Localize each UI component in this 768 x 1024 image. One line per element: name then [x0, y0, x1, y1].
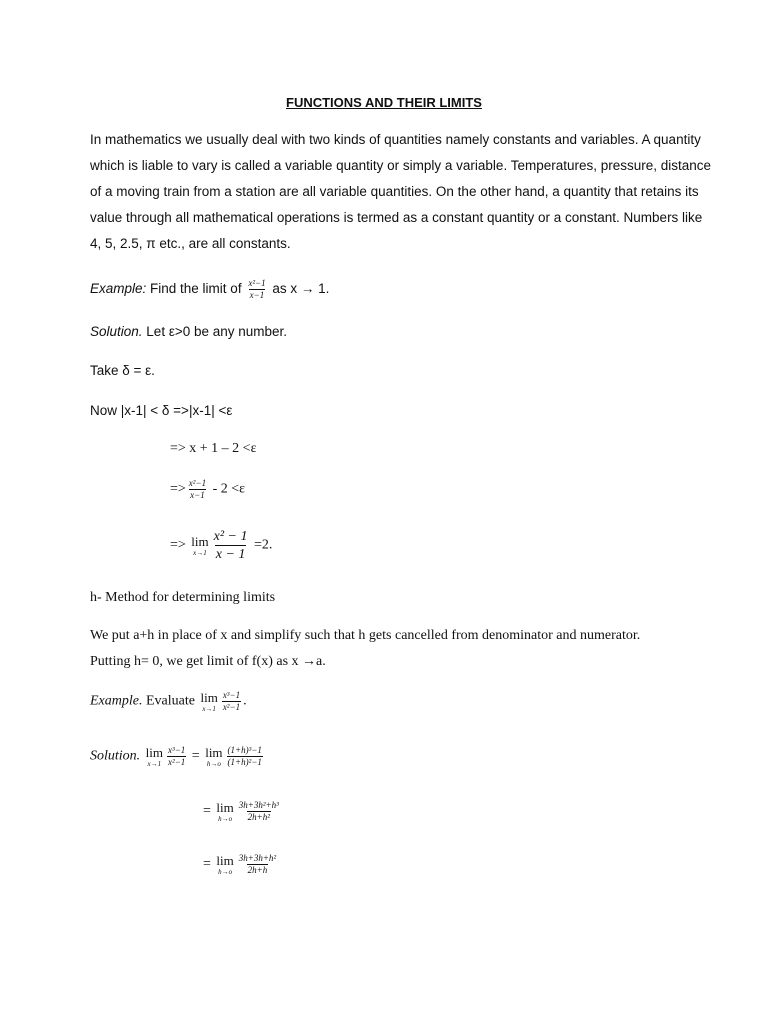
solution-rhs-fraction	[227, 745, 263, 768]
fraction-numerator: (1+h)³−1	[227, 745, 262, 755]
limit-subscript: h→o	[206, 759, 221, 768]
step-prefix: =>	[170, 537, 190, 553]
fraction-numerator: 3h+3h²+h³	[238, 800, 279, 810]
fraction-denominator: 2h+h²	[247, 812, 270, 822]
step-prefix: =>	[170, 481, 186, 497]
solution-1	[90, 324, 287, 339]
example-1	[90, 278, 329, 301]
limit-subscript: h→o	[218, 867, 233, 876]
fraction-denominator: x²−1	[222, 702, 241, 712]
step-2-fraction	[188, 478, 207, 501]
solution-text: Let ε>0 be any number.	[142, 324, 288, 339]
intro-line: value through all mathematical operations is termed as a constant quantity or a constant. Numbers like	[90, 210, 703, 225]
limit-operator	[216, 801, 233, 823]
fraction-numerator: x² − 1	[213, 529, 248, 544]
example-label: Example.	[90, 693, 143, 709]
solution-label: Solution.	[90, 748, 141, 764]
fraction-numerator: x³−1	[222, 690, 241, 700]
h-method-line: We put a+h in place of x and simplify such that h gets cancelled from denominator and numerator.	[90, 628, 641, 643]
fraction-denominator: x−1	[249, 290, 265, 300]
fraction-denominator: (1+h)²−1	[227, 757, 262, 767]
intro-line: which is liable to vary is called a variable quantity or simply a variable. Temperatures, pressure, distance	[90, 158, 712, 173]
h-method-heading: h- Method for determining limits	[90, 590, 276, 605]
fraction-numerator: x²−1	[188, 478, 207, 488]
step-suffix: =2.	[250, 537, 273, 553]
equals-sign: =	[188, 748, 204, 764]
equals-sign: =	[203, 856, 215, 872]
now-line: Now |x-1| < δ =>|x-1| <ε	[90, 403, 233, 418]
limit-operator	[200, 691, 217, 713]
example-fraction	[247, 278, 266, 301]
solution-lhs-fraction	[167, 745, 186, 768]
limit-subscript: x→1	[193, 548, 207, 557]
example-suffix: .	[243, 693, 247, 709]
example-text: Evaluate	[142, 693, 199, 709]
limit-subscript: x→1	[147, 759, 162, 768]
limit-operator	[191, 535, 208, 557]
example-label: Example:	[90, 281, 147, 297]
limit-word: lim	[216, 852, 234, 868]
equals-sign: =	[203, 803, 215, 819]
step-suffix: - 2 <ε	[209, 481, 246, 497]
step-3-fraction	[213, 528, 249, 563]
fraction-denominator: x−1	[190, 490, 205, 500]
fraction-numerator: 3h+3h+h²	[238, 853, 277, 863]
example-2	[90, 690, 247, 713]
limit-operator	[146, 746, 163, 768]
limit-word: lim	[216, 799, 234, 815]
limit-word: lim	[145, 744, 164, 760]
example-2-fraction	[222, 690, 241, 713]
solution-step-3	[203, 853, 279, 876]
limit-word: lim	[205, 744, 223, 760]
limit-word: lim	[200, 689, 218, 705]
intro-line: 4, 5, 2.5, π etc., are all constants.	[90, 236, 291, 251]
step-2	[170, 478, 245, 501]
intro-line: In mathematics we usually deal with two kinds of quantities namely constants and variables. A quantity	[90, 132, 701, 147]
example-text-after: as x → 1.	[268, 281, 330, 297]
fraction-denominator: 2h+h	[247, 865, 268, 875]
fraction-numerator: x²−1	[248, 278, 266, 288]
solution-step-2	[203, 800, 282, 823]
limit-operator	[205, 746, 222, 768]
step-3	[170, 528, 272, 563]
fraction-denominator: x²−1	[168, 757, 186, 767]
solution-label: Solution.	[90, 324, 143, 339]
intro-line: of a moving train from a station are all variable quantities. On the other hand, a quantity that retains its	[90, 184, 699, 199]
intro-paragraph	[90, 127, 712, 257]
solution-2	[90, 745, 265, 768]
solution-step-3-fraction	[238, 853, 277, 876]
limit-subscript: h→o	[218, 814, 233, 823]
fraction-denominator: x − 1	[215, 547, 246, 562]
page-title: FUNCTIONS AND THEIR LIMITS	[286, 95, 482, 110]
limit-subscript: x→1	[202, 704, 216, 713]
limit-word: lim	[191, 533, 209, 549]
take-delta-line: Take δ = ε.	[90, 363, 155, 378]
limit-operator	[216, 854, 233, 876]
solution-step-2-fraction	[238, 800, 280, 823]
fraction-numerator: x³−1	[168, 745, 186, 755]
example-text: Find the limit of	[146, 281, 246, 297]
h-method-line: Putting h= 0, we get limit of f(x) as x →a.	[90, 654, 326, 669]
step-1: => x + 1 – 2 <ε	[170, 441, 257, 456]
